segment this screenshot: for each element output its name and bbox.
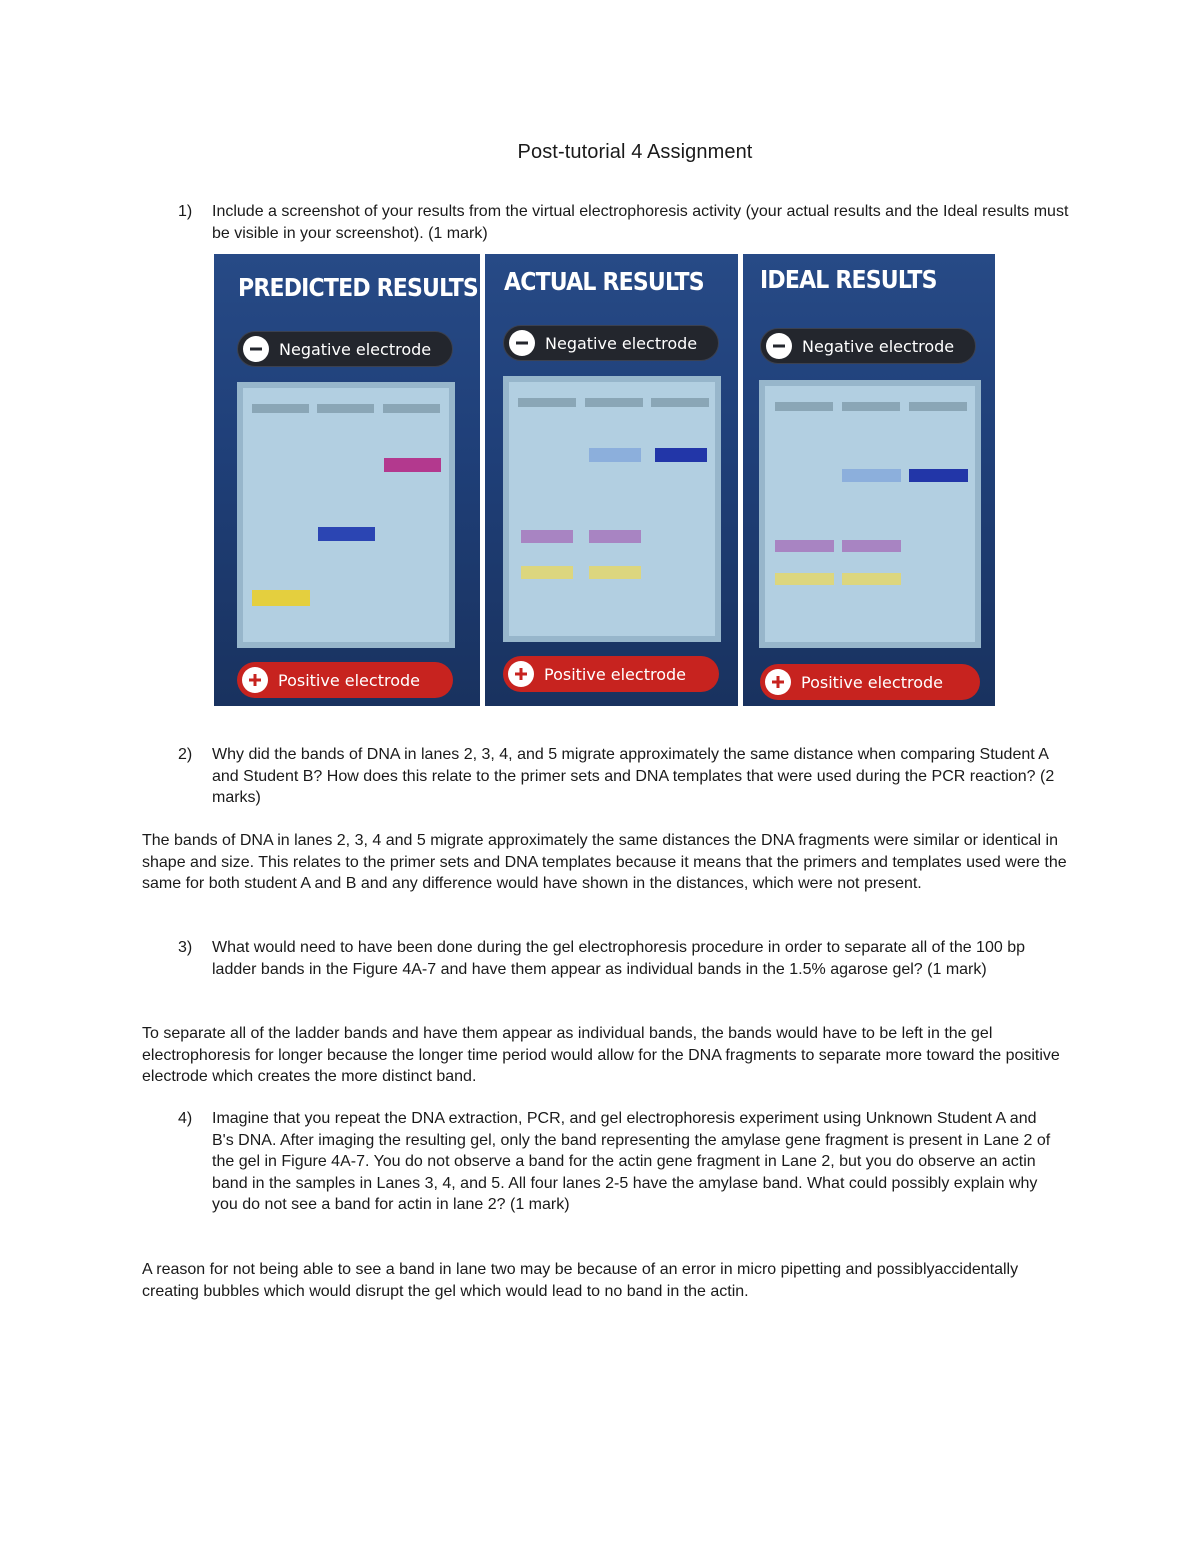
question-text: Imagine that you repeat the DNA extraction, PCR, and gel electrophoresis experiment using Unknown Student A and B's DNA. After imaging the resulting gel, only the band representing the amylase gene fragment is present in Lane 2 of the gel in Figure 4A-7. You do not observe a band for the actin gene fragment in Lane 2, but you do observe an actin band in the samples in Lanes 3, 4, and 5. All four lanes 2-5 have the amylase band. What could possibly explain why you do not see a band for actin in lane 2? (1 mark) bbox=[212, 1110, 1051, 1213]
minus-icon bbox=[509, 330, 535, 356]
negative-electrode-label bbox=[503, 325, 719, 361]
electrode-text: Negative electrode bbox=[279, 339, 432, 359]
positive-electrode-label bbox=[237, 662, 453, 698]
gel bbox=[759, 380, 981, 648]
band-yellow bbox=[252, 590, 310, 606]
band-pale-yellow-2 bbox=[589, 566, 641, 579]
well-2 bbox=[842, 402, 900, 411]
gel bbox=[237, 382, 455, 648]
well-1 bbox=[518, 398, 576, 407]
question-1 bbox=[178, 201, 1078, 244]
panel-title: ACTUAL RESULTS bbox=[504, 268, 704, 297]
band-purple-1 bbox=[775, 540, 834, 552]
question-2 bbox=[178, 744, 1058, 809]
minus-icon bbox=[243, 336, 269, 362]
well-3 bbox=[909, 402, 967, 411]
well-1 bbox=[775, 402, 833, 411]
question-number: 2) bbox=[178, 746, 193, 763]
well-2 bbox=[585, 398, 643, 407]
band-dark-blue bbox=[909, 469, 968, 482]
band-light-blue bbox=[842, 469, 901, 482]
band-purple-1 bbox=[521, 530, 573, 543]
positive-electrode-label bbox=[760, 664, 980, 700]
band-blue bbox=[318, 527, 375, 541]
minus-icon bbox=[766, 333, 792, 359]
band-purple-2 bbox=[589, 530, 641, 543]
band-magenta bbox=[384, 458, 441, 472]
question-text: Why did the bands of DNA in lanes 2, 3, 4, and 5 migrate approximately the same distance when comparing Student A and Student B? How does this relate to the primer sets and DNA templates that were used during the PCR reaction? (2 marks) bbox=[212, 746, 1055, 806]
band-pale-yellow-1 bbox=[521, 566, 573, 579]
question-4 bbox=[178, 1108, 1058, 1216]
predicted-results-panel bbox=[214, 254, 480, 706]
plus-icon bbox=[242, 667, 268, 693]
question-number: 4) bbox=[178, 1110, 193, 1127]
panel-title: IDEAL RESULTS bbox=[760, 266, 937, 295]
band-dark-blue bbox=[655, 448, 707, 462]
actual-results-panel bbox=[485, 254, 738, 706]
ideal-results-panel bbox=[743, 254, 995, 706]
band-purple-2 bbox=[842, 540, 901, 552]
gel bbox=[503, 376, 721, 642]
answer-4: A reason for not being able to see a band in lane two may be because of an error in micro pipetting and possiblyaccidentally creating bubbles which would disrupt the gel which would lead to no band in the actin. bbox=[142, 1261, 1019, 1300]
band-pale-yellow-2 bbox=[842, 573, 901, 585]
electrode-text: Positive electrode bbox=[801, 672, 943, 692]
well-3 bbox=[383, 404, 440, 413]
plus-icon bbox=[508, 661, 534, 687]
band-pale-yellow-1 bbox=[775, 573, 834, 585]
electrode-text: Positive electrode bbox=[544, 664, 686, 684]
question-text: What would need to have been done during the gel electrophoresis procedure in order to separate all of the 100 bp ladder bands in the Figure 4A-7 and have them appear as individual bands in the 1.5% agarose gel? (1 mark) bbox=[212, 939, 1025, 978]
page-title: Post-tutorial 4 Assignment bbox=[517, 141, 753, 163]
question-text: Include a screenshot of your results from the virtual electrophoresis activity (your actual results and the Ideal results must be visible in your screenshot). (1 mark) bbox=[212, 203, 1069, 242]
question-number: 3) bbox=[178, 939, 193, 956]
electrode-text: Positive electrode bbox=[278, 670, 420, 690]
electrode-text: Negative electrode bbox=[545, 333, 698, 353]
question-3 bbox=[178, 937, 1058, 980]
electrode-text: Negative electrode bbox=[802, 336, 955, 356]
negative-electrode-label bbox=[760, 328, 976, 364]
answer-2: The bands of DNA in lanes 2, 3, 4 and 5 migrate approximately the same distances the DNA fragments were similar or identical in shape and size. This relates to the primer sets and DNA templates because it means that the primers and templates used were the same for both student A and B and any difference would have shown in the distances, which were not present. bbox=[142, 832, 1067, 892]
positive-electrode-label bbox=[503, 656, 719, 692]
plus-icon bbox=[765, 669, 791, 695]
negative-electrode-label bbox=[237, 331, 453, 367]
band-light-blue bbox=[589, 448, 641, 462]
well-2 bbox=[317, 404, 374, 413]
well-1 bbox=[252, 404, 309, 413]
answer-3: To separate all of the ladder bands and have them appear as individual bands, the bands would have to be left in the gel electrophoresis for longer because the longer time period would allow for the DNA fragments to separate more toward the positive electrode which creates the more distinct band. bbox=[142, 1025, 1060, 1085]
panel-title: PREDICTED RESULTS bbox=[238, 274, 478, 303]
well-3 bbox=[651, 398, 709, 407]
question-number: 1) bbox=[178, 203, 193, 220]
